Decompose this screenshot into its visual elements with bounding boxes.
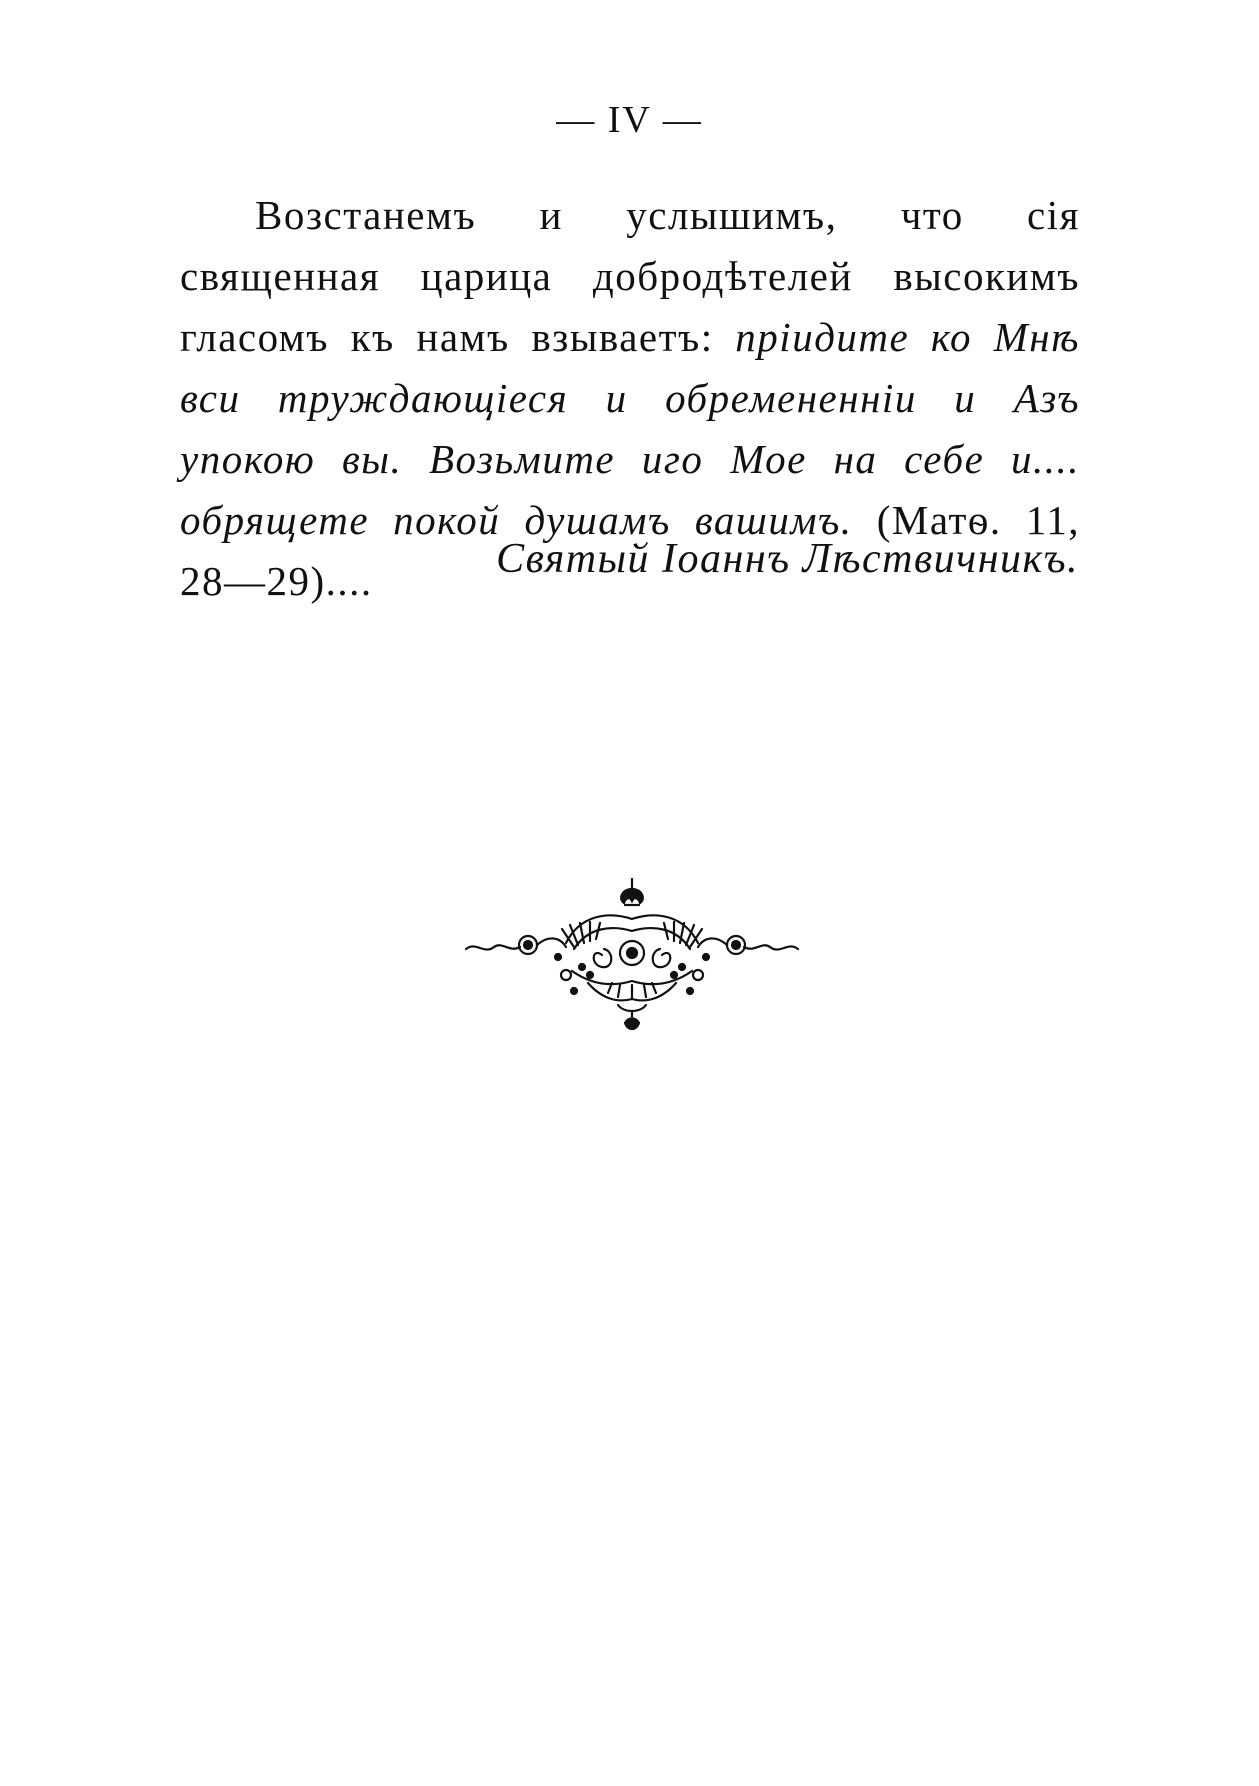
page-number: — IV — (556, 99, 703, 141)
attribution: Святый Іоаннъ Лѣствичникъ. (496, 536, 1079, 582)
scripture-reference: (Матѳ. 11, 28—29).... (180, 497, 1080, 604)
scripture-quote: пріидите ко Мнѣ вси труждающіеся и обремененніи и Азъ упокою вы. Возьмите иго Мое на себе и.... обрящете покой душамъ вашимъ. (180, 314, 1080, 543)
vignette-ornament-icon (462, 875, 802, 1035)
epigraph-text: Возстанемъ и услышимъ, что сія священная царица добродѣтелей высокимъ гласомъ къ намъ взываетъ: (180, 192, 1080, 360)
